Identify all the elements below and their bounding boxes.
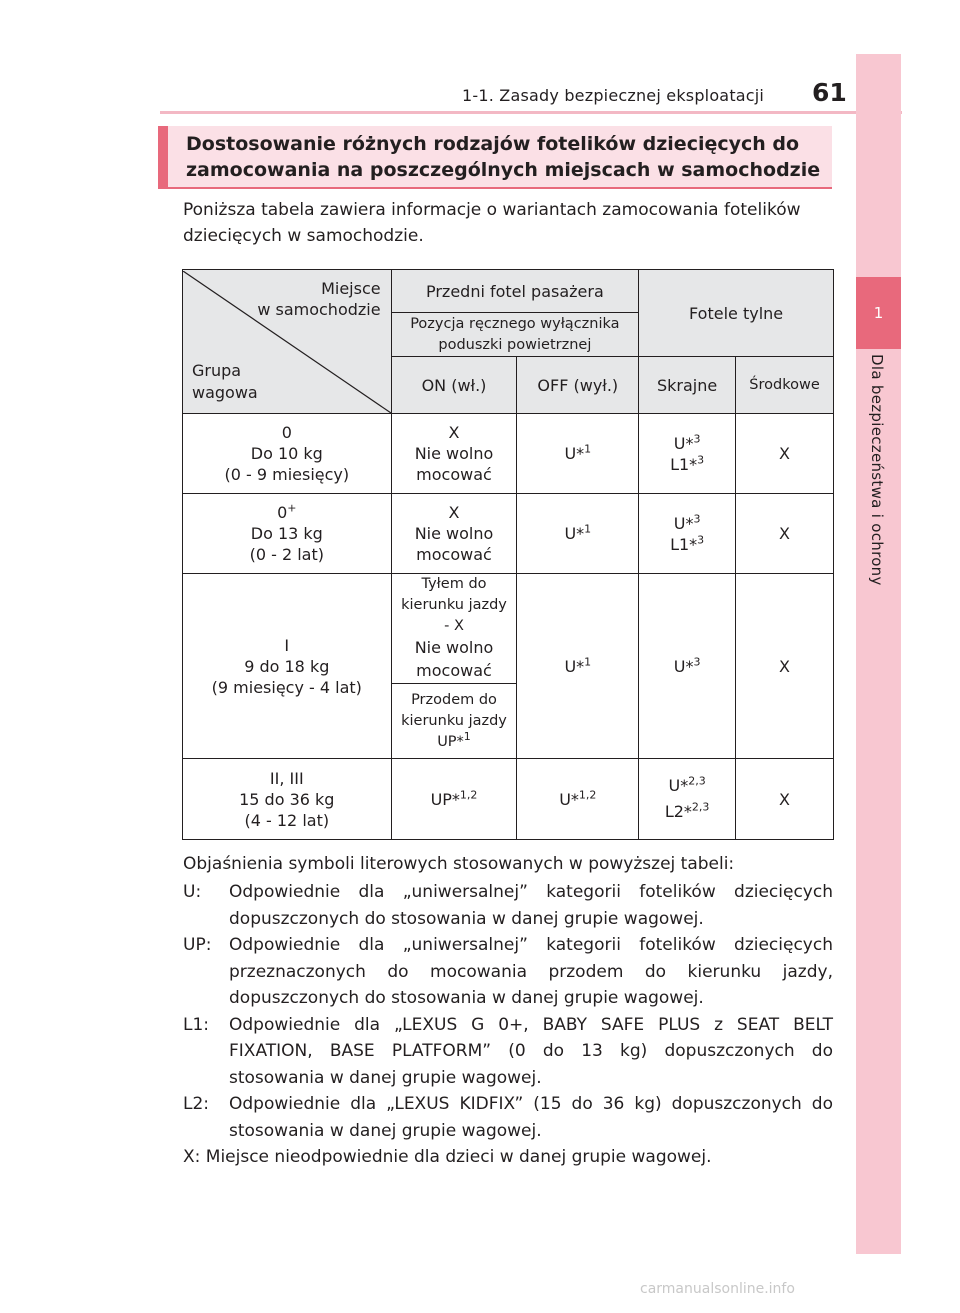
legend-intro: Objaśnienia symboli literowych stosowanych w powyższej tabeli: <box>183 854 735 874</box>
header-rule <box>160 111 902 114</box>
corner-label-seat-position: Miejsce w samochodzie <box>257 278 381 319</box>
off-cell: U*$^1$ <box>517 494 639 574</box>
chapter-tab[interactable]: 1 <box>856 277 901 349</box>
legend-item-l2 <box>183 1091 833 1144</box>
group-cell: II, III 15 do 36 kg (4 - 12 lat) <box>183 759 392 840</box>
legend-desc: Odpowiednie dla „LEXUS G 0+, BABY SAFE PLUS z SEAT BELT FIXATION, BASE PLATFORM” (0 do 13 kg) dopuszczonych do stosowania w danej grupie wagowej. <box>229 1014 833 1088</box>
header-off: OFF (wył.) <box>517 357 639 414</box>
legend-list <box>183 879 833 1171</box>
group-cell: 0+ Do 13 kg (0 - 2 lat) <box>183 494 392 574</box>
legend-key: U: <box>183 882 202 902</box>
legend-item-u <box>183 879 833 932</box>
group-cell: I 9 do 18 kg (9 miesięcy - 4 lat) <box>183 574 392 759</box>
chapter-title: Dla bezpieczeństwa i ochrony <box>868 354 886 586</box>
section-banner <box>158 126 832 188</box>
legend-key: L1: <box>183 1014 210 1035</box>
legend-desc: Odpowiednie dla „uniwersalnej” kategorii fotelików dziecięcych przeznaczonych do mocowania przodem do kierunku jazdy, dopuszczonych do stosowania w danej grupie wagowej. <box>229 935 833 1008</box>
chapter-sidebar <box>856 54 901 1254</box>
section-underline <box>158 187 832 189</box>
group-cell: 0 Do 10 kg (0 - 9 miesięcy) <box>183 414 392 494</box>
on-cell: X Nie wolno mocować <box>391 414 517 494</box>
table-row <box>183 574 834 684</box>
off-cell: U*$^1$ <box>517 414 639 494</box>
legend-desc: Odpowiednie dla „LEXUS KIDFIX” (15 do 36 kg) dopuszczonych do stosowania w danej grupie wagowej. <box>229 1094 833 1141</box>
outer-cell: U*$^3$ L1*$^3$ <box>639 414 736 494</box>
table-row <box>183 494 834 574</box>
intro-paragraph: Poniższa tabela zawiera informacje o wariantach zamocowania fotelików dziecięcych w samochodzie. <box>183 200 801 246</box>
legend-key: UP: <box>183 935 212 955</box>
header-rear-seats: Fotele tylne <box>639 270 834 357</box>
header-on: ON (wł.) <box>391 357 517 414</box>
legend-desc: Odpowiednie dla „uniwersalnej” kategorii fotelików dziecięcych dopuszczonych do stosowania w danej grupie wagowej. <box>229 882 833 929</box>
page-number: 61 <box>812 78 847 107</box>
on-cell: UP*$^{1,2}$ <box>391 759 517 840</box>
center-cell: X <box>736 759 834 840</box>
outer-cell: U*$^{2,3}$ L2*$^{2,3}$ <box>639 759 736 840</box>
running-head: 1-1. Zasady bezpiecznej eksploatacji <box>462 86 765 105</box>
on-cell: X Nie wolno mocować <box>391 494 517 574</box>
on-front-facing-cell: Przodem do kierunku jazdy UP*$^1$ <box>391 684 517 759</box>
watermark: carmanualsonline.info <box>640 1281 795 1297</box>
legend-key: L2: <box>183 1094 210 1114</box>
header-front-seat: Przedni fotel pasażera <box>391 270 639 313</box>
corner-label-weight-group: Grupa wagowa <box>192 360 258 402</box>
off-cell: U*$^{1,2}$ <box>517 759 639 840</box>
center-cell: X <box>736 414 834 494</box>
section-title <box>186 131 820 183</box>
legend-item-l1 <box>183 1012 833 1092</box>
header-center: Środkowe <box>736 357 834 414</box>
table-corner-cell <box>183 270 392 414</box>
on-rear-facing-cell: Tyłem do kierunku jazdy - X Nie wolno mocować <box>391 574 517 684</box>
section-title-line2: zamocowania na poszczególnych miejscach w samochodzie <box>186 159 821 181</box>
legend-x-note: X: Miejsce nieodpowiednie dla dzieci w danej grupie wagowej. <box>183 1147 712 1167</box>
table-row <box>183 759 834 840</box>
child-seat-table <box>182 269 834 840</box>
center-cell: X <box>736 494 834 574</box>
header-outer: Skrajne <box>639 357 736 414</box>
outer-cell: U*$^3$ L1*$^3$ <box>639 494 736 574</box>
legend-item-up <box>183 932 833 1012</box>
outer-cell: U*$^3$ <box>639 574 736 759</box>
table-row <box>183 414 834 494</box>
off-cell: U*$^1$ <box>517 574 639 759</box>
center-cell: X <box>736 574 834 759</box>
section-title-line1: Dostosowanie różnych rodzajów fotelików dziecięcych do <box>186 133 800 155</box>
header-airbag-switch: Pozycja ręcznego wyłącznika poduszki powietrznej <box>391 313 639 357</box>
